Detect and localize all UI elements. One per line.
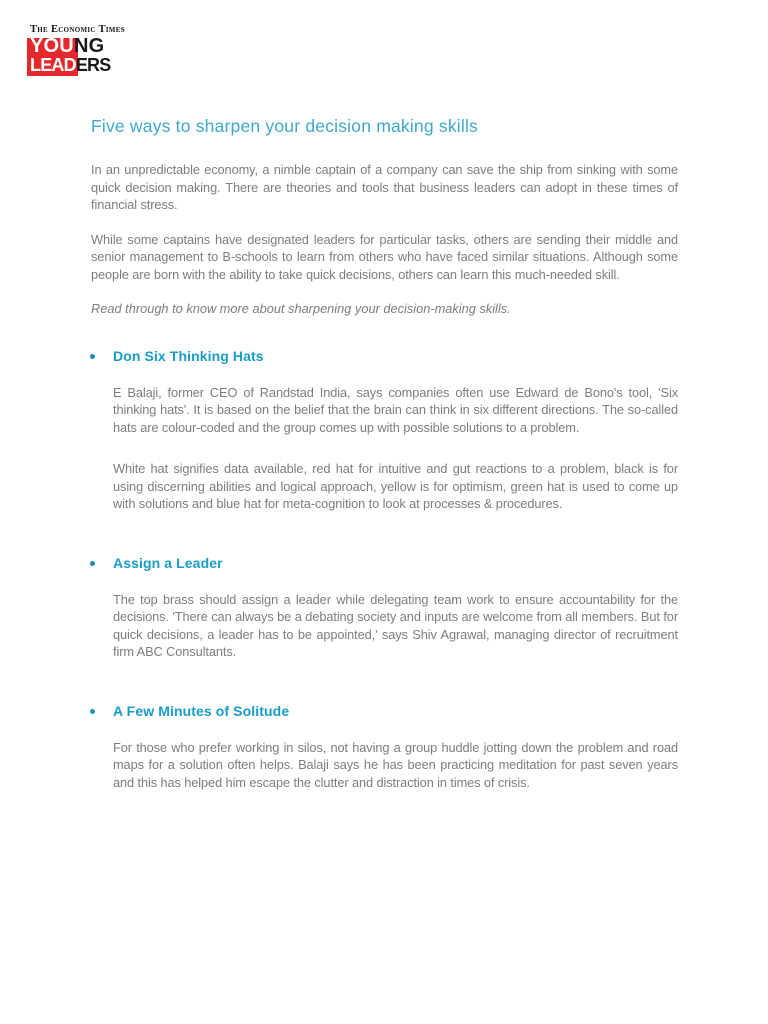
section-heading: Don Six Thinking Hats: [113, 347, 264, 364]
wordmark-young-on-red: YOU: [30, 35, 74, 57]
economic-times-young-leaders-logo: [30, 24, 125, 75]
section-don-six-thinking-hats: [91, 348, 678, 513]
bullet-icon: [90, 354, 95, 359]
section-paragraph: White hat signifies data available, red hat for intuitive and gut reactions to a problem, black is for using discerning abilities and logical approach, yellow is for optimism, green hat is used to come up with solutions and blue hat for meta-cognition to look at processes & procedures.: [113, 461, 678, 511]
section-paragraph: For those who prefer working in silos, not having a group huddle jotting down the problem and road maps for a solution often helps. Balaji says he has been practicing meditation for past seven years and this has helped him escape the clutter and distraction in times of crisis.: [113, 739, 678, 790]
bullet-icon: [90, 561, 95, 566]
intro-paragraph-1: In an unpredictable economy, a nimble captain of a company can save the ship from sinking with some quick decision making. There are theories and tools that business leaders can adopt in these times of financial stress.: [91, 162, 678, 212]
wordmark-line-young: [30, 37, 125, 56]
section-a-few-minutes-of-solitude: [91, 703, 678, 792]
lead-italic-line: Read through to know more about sharpening your decision-making skills.: [91, 301, 511, 316]
bullet-sections: [91, 348, 678, 792]
young-leaders-wordmark: [30, 37, 125, 75]
article-content: [91, 116, 678, 791]
economic-times-masthead: The Economic Times: [30, 24, 125, 35]
wordmark-leaders-on-red: LEAD: [30, 55, 76, 75]
wordmark-leaders-off-red: ERS: [75, 55, 111, 75]
section-assign-a-leader: [91, 555, 678, 661]
section-paragraph: E Balaji, former CEO of Randstad India, says companies often use Edward de Bono's tool, 'Six thinking hats'. It is based on the belief that the brain can think in six different directions. The so-called hats are colour-coded and the group comes up with possible solutions to a problem.: [113, 384, 678, 435]
section-heading: A Few Minutes of Solitude: [113, 702, 290, 719]
article-title: Five ways to sharpen your decision making skills: [91, 116, 478, 136]
section-heading: Assign a Leader: [113, 554, 223, 571]
wordmark-young-off-red: NG: [73, 35, 105, 57]
section-paragraph: The top brass should assign a leader while delegating team work to ensure accountability for the decisions. 'There can always be a debating society and inputs are welcome from all members. But for quick decisions, a leader has to be appointed,' says Shiv Agrawal, managing director of recruitment firm ABC Consultants.: [113, 591, 678, 659]
wordmark-line-leaders: [30, 56, 125, 75]
bullet-icon: [90, 709, 95, 714]
intro-paragraph-2: While some captains have designated leaders for particular tasks, others are sending their middle and senior management to B-schools to learn from others who have faced similar situations. Although some people are born with the ability to take quick decisions, others can learn this much-needed skill.: [91, 231, 678, 282]
